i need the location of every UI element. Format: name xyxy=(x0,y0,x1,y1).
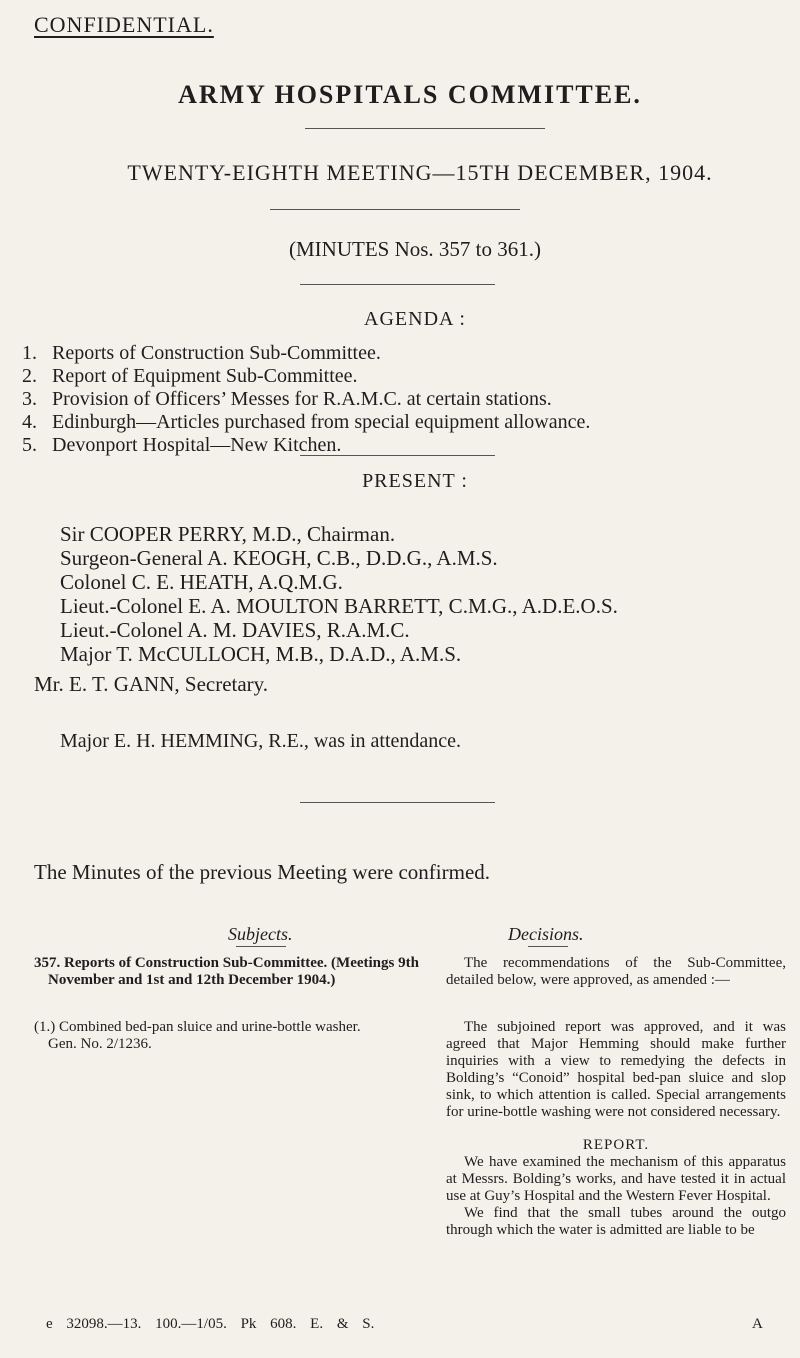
report-paragraph: We find that the small tubes around the outgo through which the water is admitted are liable to be xyxy=(446,1205,786,1238)
agenda-item: 2. Report of Equipment Sub-Committee. xyxy=(22,365,358,387)
signature-letter: A xyxy=(752,1316,763,1332)
item-1-title: (1.) Combined bed-pan sluice and urine-bottle washer. xyxy=(34,1019,361,1035)
subjects-heading: Subjects. xyxy=(228,924,293,944)
subjects-column xyxy=(34,955,429,1053)
present-member: Lieut.-Colonel E. A. MOULTON BARRETT, C.M.G., A.D.E.O.S. xyxy=(60,594,618,618)
agenda-item: 1. Reports of Construction Sub-Committee. xyxy=(22,342,381,364)
committee-title: ARMY HOSPITALS COMMITTEE. xyxy=(178,80,642,109)
present-list xyxy=(60,522,618,666)
divider xyxy=(300,455,495,456)
divider xyxy=(270,209,520,210)
agenda-item: 3. Provision of Officers’ Messes for R.A.M.C. at certain stations. xyxy=(22,388,552,410)
agenda-item: 5. Devonport Hospital—New Kitchen. xyxy=(22,434,342,456)
minute-357-title: 357. Reports of Construction Sub-Committee. (Meetings 9th November and 1st and 12th December 1904.) xyxy=(34,955,419,988)
report-paragraph: We have examined the mechanism of this apparatus at Messrs. Bolding’s works, and have tested it in actual use at Guy’s Hospital and the Western Fever Hospital. xyxy=(446,1154,786,1204)
present-member: Major T. McCULLOCH, M.B., D.A.D., A.M.S. xyxy=(60,642,462,666)
minute-357-decision: The recommendations of the Sub-Committee, detailed below, were approved, as amended :— xyxy=(446,955,786,988)
present-member: Surgeon-General A. KEOGH, C.B., D.D.G., A.M.S. xyxy=(60,546,498,570)
meeting-title: TWENTY-EIGHTH MEETING—15TH DECEMBER, 1904. xyxy=(127,160,713,185)
confirmation-line: The Minutes of the previous Meeting were confirmed. xyxy=(34,860,491,884)
divider xyxy=(300,284,495,285)
divider xyxy=(236,946,286,947)
secretary-line: Mr. E. T. GANN, Secretary. xyxy=(34,672,269,696)
divider xyxy=(305,128,545,129)
decisions-heading: Decisions. xyxy=(508,924,584,944)
report-heading: REPORT. xyxy=(582,1137,650,1153)
present-member: Colonel C. E. HEATH, A.Q.M.G. xyxy=(60,570,343,594)
print-line: e 32098.—13. 100.—1/05. Pk 608. E. & S. xyxy=(46,1316,375,1332)
present-member: Sir COOPER PERRY, M.D., Chairman. xyxy=(60,522,396,546)
minutes-range: (MINUTES Nos. 357 to 361.) xyxy=(289,237,541,261)
divider xyxy=(528,946,568,947)
classification-label: CONFIDENTIAL. xyxy=(34,12,214,37)
agenda-item: 4. Edinburgh—Articles purchased from special equipment allowance. xyxy=(22,411,591,433)
present-member: Lieut.-Colonel A. M. DAVIES, R.A.M.C. xyxy=(60,618,410,642)
decisions-column xyxy=(446,955,786,1239)
item-1-reference: Gen. No. 2/1236. xyxy=(48,1036,152,1052)
agenda-heading: AGENDA : xyxy=(364,308,466,330)
item-1-decision: The subjoined report was approved, and it was agreed that Major Hemming should make further inquiries with a view to remedying the defects in Bolding’s “Conoid” hospital bed-pan sluice and slop sink, to which attention is called. Special arrangements for urine-bottle washing were not considered necessary. xyxy=(446,1019,786,1120)
agenda-list xyxy=(22,342,590,457)
attendance-line: Major E. H. HEMMING, R.E., was in attendance. xyxy=(60,730,462,752)
present-heading: PRESENT : xyxy=(362,470,468,492)
divider xyxy=(300,802,495,803)
